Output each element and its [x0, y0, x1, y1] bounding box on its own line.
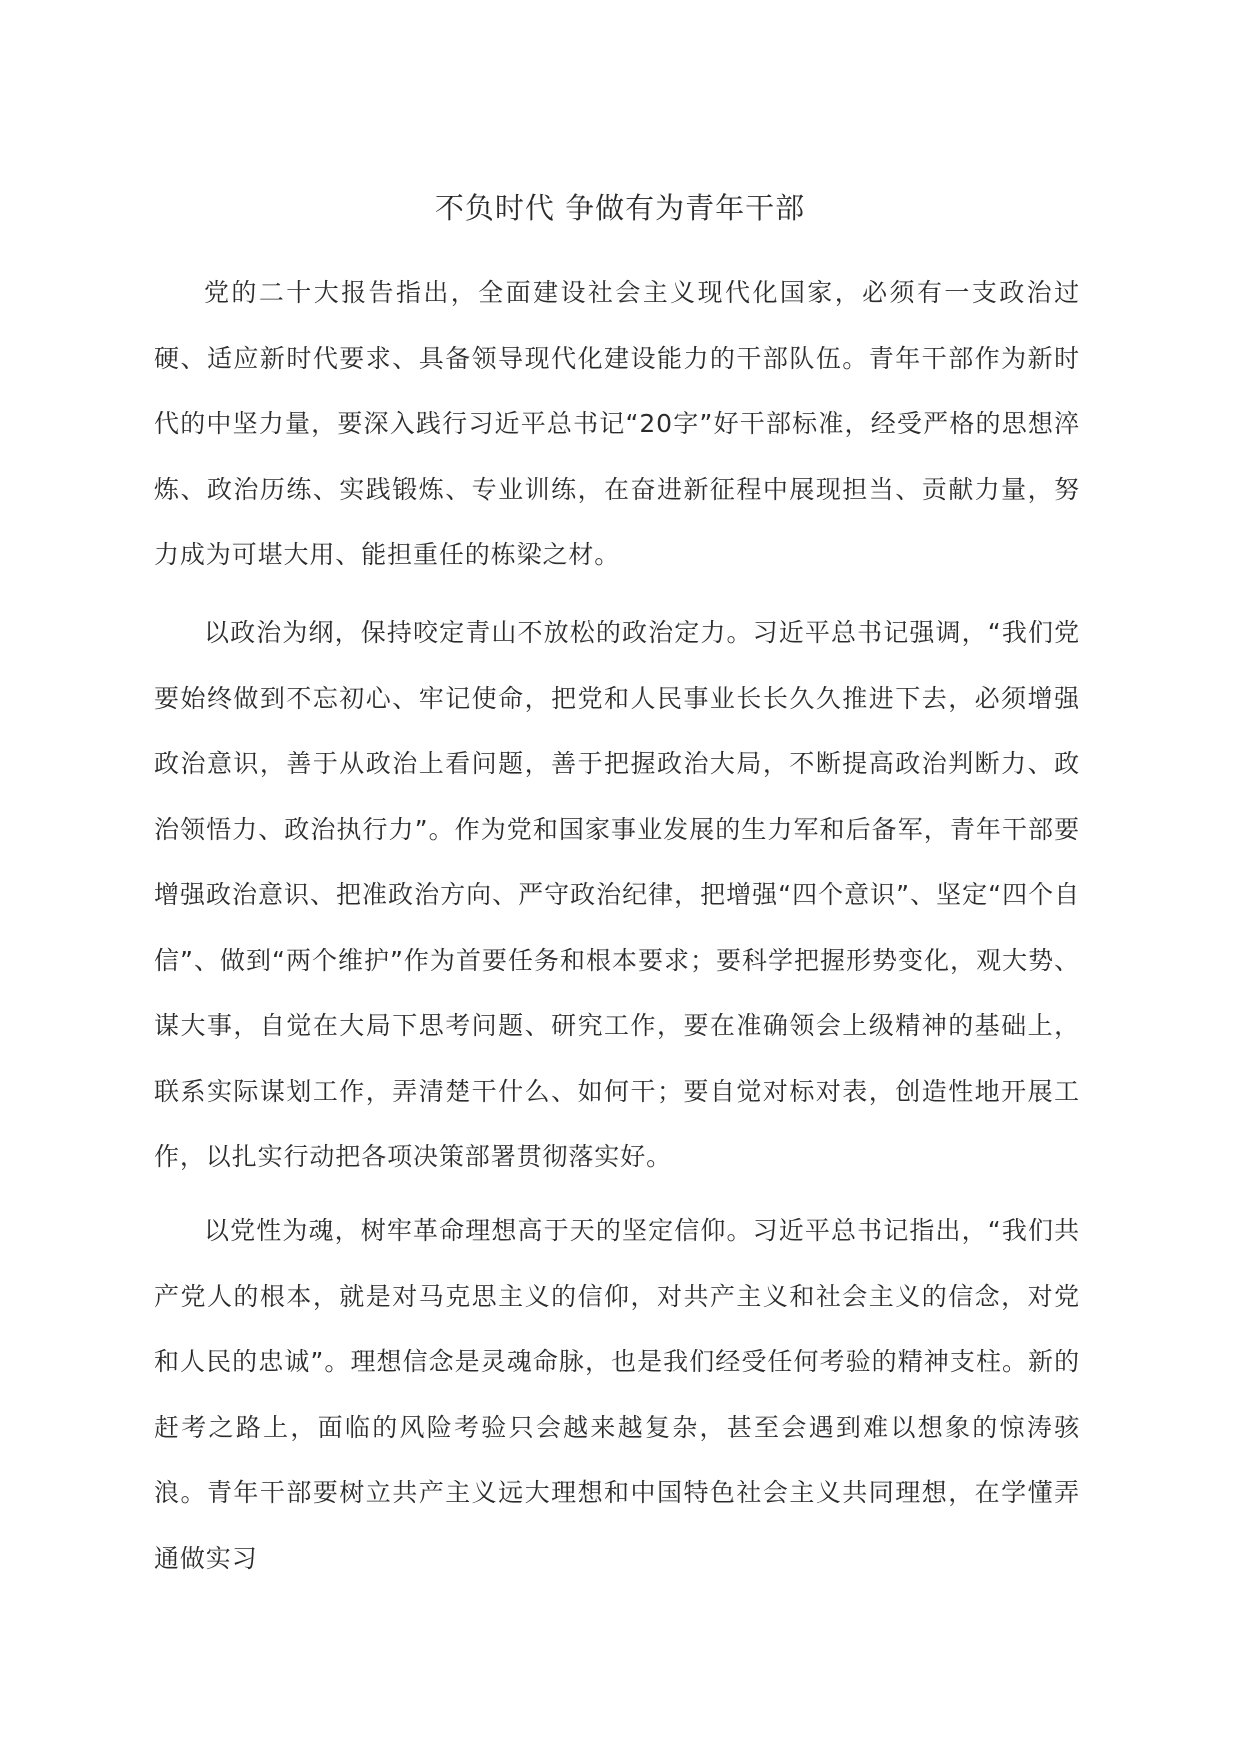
body-paragraph-1: 党的二十大报告指出，全面建设社会主义现代化国家，必须有一支政治过硬、适应新时代要求、具备领导现代化建设能力的干部队伍。青年干部作为新时代的中坚力量，要深入践行习近平总书记“20字”好干部标准，经受严格的思想淬炼、政治历练、实践锻炼、专业训练，在奋进新征程中展现担当、贡献力量，努力成为可堪大用、能担重任的栋梁之材。 [154, 278, 1080, 569]
page-title: 不负时代 争做有为青年干部 [434, 191, 806, 225]
body-paragraph-2: 以政治为纲，保持咬定青山不放松的政治定力。习近平总书记强调，“我们党要始终做到不忘初心、牢记使命，把党和人民事业长长久久推进下去，必须增强政治意识，善于从政治上看问题，善于把握政治大局，不断提高政治判断力、政治领悟力、政治执行力”。作为党和国家事业发展的生力军和后备军，青年干部要增强政治意识、把准政治方向、严守政治纪律，把增强“四个意识”、坚定“四个自信”、做到“两个维护”作为首要任务和根本要求；要科学把握形势变化，观大势、谋大事，自觉在大局下思考问题、研究工作，要在准确领会上级精神的基础上，联系实际谋划工作，弄清楚干什么、如何干；要自觉对标对表，创造性地开展工作，以扎实行动把各项决策部署贯彻落实好。 [154, 618, 1080, 1171]
body-paragraph-3: 以党性为魂，树牢革命理想高于天的坚定信仰。习近平总书记指出，“我们共产党人的根本，就是对马克思主义的信仰，对共产主义和社会主义的信念，对党和人民的忠诚”。理想信念是灵魂命脉，也是我们经受任何考验的精神支柱。新的赶考之路上，面临的风险考验只会越来越复杂，甚至会遇到难以想象的惊涛骇浪。青年干部要树立共产主义远大理想和中国特色社会主义共同理想，在学懂弄通做实习 [154, 1216, 1080, 1573]
